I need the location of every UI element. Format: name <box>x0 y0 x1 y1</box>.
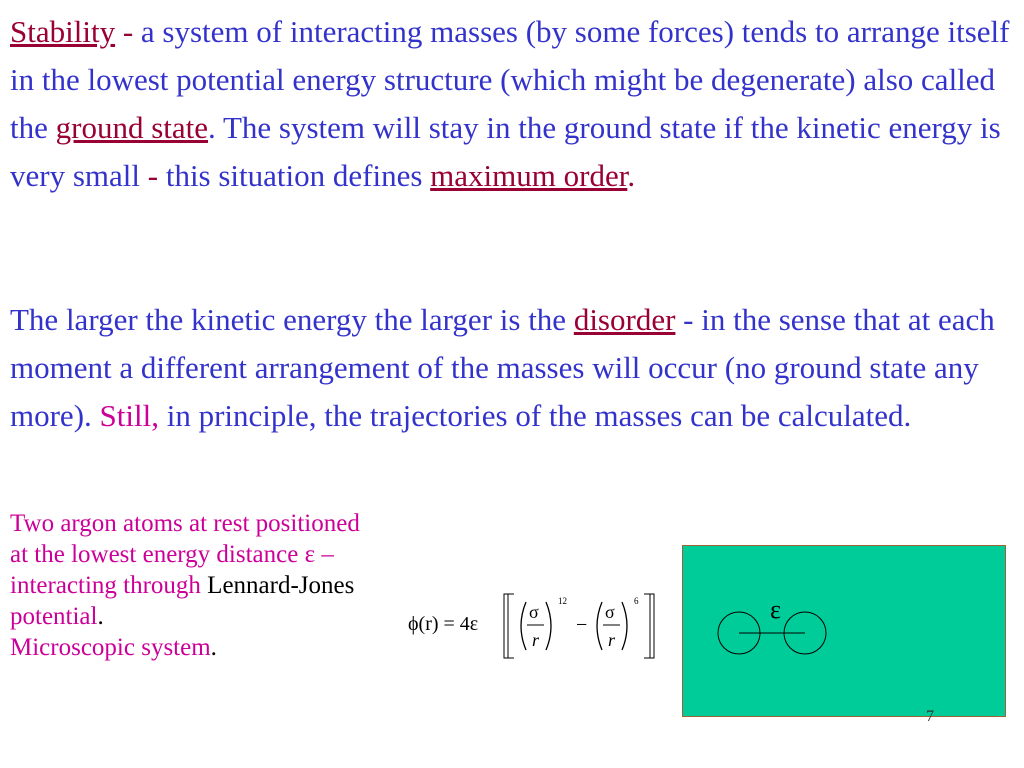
text-segment: a system of interacting masses (by some forces) tends to arrange itself in the lowest potential energy structure (which might be degenerate) also called the <box>10 14 1010 145</box>
formula-exponent-6: 6 <box>634 596 639 606</box>
text-segment: this situation defines <box>165 158 431 193</box>
outer-right-bracket <box>644 594 654 658</box>
formula-r: r <box>532 630 540 650</box>
paren-right <box>546 602 551 650</box>
term-disorder: disorder <box>573 302 676 337</box>
dash: - <box>115 14 141 49</box>
caption-text: Two argon atoms at rest positioned at the lowest energy distance ε – interacting through <box>10 510 360 599</box>
paren-left <box>521 602 526 650</box>
formula-minus: − <box>576 614 588 636</box>
period: . <box>627 158 636 193</box>
caption-potential: potential <box>10 603 98 630</box>
text-segment: - in the sense that at each moment a different arrangement of the masses will occur (no ground state any more). <box>10 302 995 433</box>
term-still: Still, <box>99 398 159 433</box>
formula-lhs: ϕ(r) = 4ε <box>408 613 479 635</box>
caption-period: . <box>97 603 104 630</box>
formula-sigma: σ <box>529 602 539 622</box>
paragraph-stability <box>10 8 1010 200</box>
lennard-jones-formula <box>408 588 668 660</box>
argon-caption <box>10 508 360 663</box>
epsilon-label: ε <box>770 595 781 624</box>
term-maximum-order: maximum order <box>430 158 628 193</box>
text-segment: . The system will stay in the ground state if the kinetic energy is very small <box>10 110 1001 193</box>
term-stability: Stability <box>10 14 116 49</box>
paren-right <box>622 602 627 650</box>
argon-atoms-diagram <box>682 545 1006 717</box>
page-number: 7 <box>926 708 934 725</box>
paren-left <box>597 602 602 650</box>
caption-microscopic: Microscopic system <box>10 634 211 661</box>
text-segment: in principle, the trajectories of the masses can be calculated. <box>158 398 912 433</box>
caption-period: . <box>210 634 217 661</box>
dash: - <box>147 158 166 193</box>
text-segment: The larger the kinetic energy the larger is the <box>10 302 574 337</box>
paragraph-disorder <box>10 296 1010 440</box>
term-ground-state: ground state <box>55 110 209 145</box>
outer-left-bracket <box>504 594 514 658</box>
formula-exponent-12: 12 <box>558 596 567 606</box>
formula-r: r <box>608 630 616 650</box>
formula-sigma: σ <box>605 602 615 622</box>
caption-lennard-jones: Lennard-Jones <box>207 572 355 599</box>
atoms-drawing <box>683 546 1005 716</box>
